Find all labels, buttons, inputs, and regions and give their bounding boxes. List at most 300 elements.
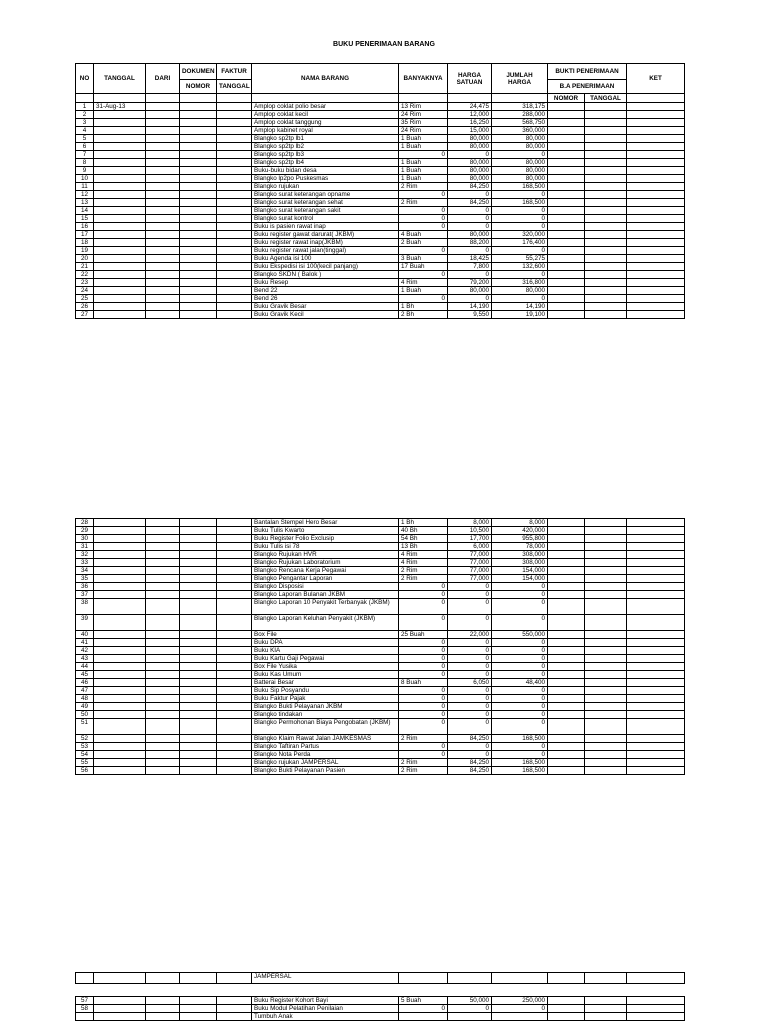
item-bukti-tanggal: [585, 239, 627, 247]
table-row: [76, 239, 685, 247]
item-bukti-nomor: [548, 263, 585, 271]
item-jumlah-harga: [492, 1013, 548, 1021]
item-dok-nomor: [180, 575, 217, 583]
item-banyaknya: 0: [399, 191, 448, 199]
item-dok-nomor: [180, 583, 217, 591]
item-ket: [627, 551, 685, 559]
item-banyaknya: 0: [399, 1005, 448, 1013]
table-row: [76, 519, 685, 527]
table-row: [76, 671, 685, 679]
item-no: 9: [76, 167, 94, 175]
item-no: 17: [76, 231, 94, 239]
item-bukti-nomor: [548, 103, 585, 111]
item-bukti-tanggal: [585, 703, 627, 711]
table-row: [76, 703, 685, 711]
item-no: 38: [76, 599, 94, 615]
item-dok-nomor: [180, 175, 217, 183]
item-bukti-tanggal: [585, 671, 627, 679]
item-dok-nomor: [180, 543, 217, 551]
item-jumlah-harga: 0: [492, 639, 548, 647]
item-banyaknya: 8 Buah: [399, 679, 448, 687]
item-bukti-tanggal: [585, 527, 627, 535]
item-bukti-nomor: [548, 527, 585, 535]
item-tanggal: [94, 303, 146, 311]
item-bukti-nomor: [548, 559, 585, 567]
item-tanggal: [94, 527, 146, 535]
section-label: JAMPERSAL: [252, 973, 399, 984]
item-dok-nomor: [180, 207, 217, 215]
item-dok-tanggal: [217, 1005, 252, 1013]
item-dok-tanggal: [217, 759, 252, 767]
item-ket: [627, 631, 685, 639]
item-dari: [146, 215, 180, 223]
item-tanggal: [94, 1013, 146, 1021]
table-row: [76, 167, 685, 175]
item-dok-nomor: [180, 295, 217, 303]
item-harga-satuan: 16,250: [448, 119, 492, 127]
item-banyaknya: 0: [399, 751, 448, 759]
table-row: [76, 287, 685, 295]
item-bukti-tanggal: [585, 223, 627, 231]
item-ket: [627, 279, 685, 287]
item-dok-nomor: [180, 527, 217, 535]
item-nama-barang: Buku Gravik Kecil: [252, 311, 399, 319]
item-dok-nomor: [180, 719, 217, 735]
item-bukti-nomor: [548, 703, 585, 711]
item-dari: [146, 127, 180, 135]
item-nama-barang: Buku Agenda isi 100: [252, 255, 399, 263]
item-dok-nomor: [180, 767, 217, 775]
table-row: [76, 631, 685, 639]
header-bukti-nomor: NOMOR: [548, 94, 585, 103]
item-jumlah-harga: 80,000: [492, 135, 548, 143]
item-nama-barang: Amplop coklat polio besar: [252, 103, 399, 111]
item-ket: [627, 559, 685, 567]
item-dari: [146, 575, 180, 583]
item-nama-barang: Blangko Laporan 10 Penyakit Terbanyak (JKBM): [252, 599, 399, 615]
item-harga-satuan: 9,550: [448, 311, 492, 319]
item-ket: [627, 575, 685, 583]
item-banyaknya: 1 Buah: [399, 175, 448, 183]
item-banyaknya: 0: [399, 663, 448, 671]
table-row: [76, 231, 685, 239]
item-tanggal: [94, 679, 146, 687]
item-dok-nomor: [180, 1013, 217, 1021]
item-jumlah-harga: 0: [492, 583, 548, 591]
item-dok-tanggal: [217, 127, 252, 135]
item-banyaknya: 1 Bh: [399, 519, 448, 527]
item-dari: [146, 583, 180, 591]
item-no: 15: [76, 215, 94, 223]
item-ket: [627, 191, 685, 199]
item-dok-tanggal: [217, 591, 252, 599]
item-dari: [146, 599, 180, 615]
item-tanggal: [94, 1005, 146, 1013]
item-banyaknya: 0: [399, 151, 448, 159]
item-ket: [627, 519, 685, 527]
item-nama-barang: Blangko Rencana Kerja Pegawai: [252, 567, 399, 575]
table-row: [76, 997, 685, 1005]
item-dari: [146, 143, 180, 151]
item-harga-satuan: 50,000: [448, 997, 492, 1005]
item-bukti-nomor: [548, 615, 585, 631]
item-harga-satuan: 77,000: [448, 551, 492, 559]
item-dok-nomor: [180, 223, 217, 231]
item-nama-barang: Blangko Nota Perda: [252, 751, 399, 759]
item-harga-satuan: 80,000: [448, 167, 492, 175]
item-harga-satuan: 80,000: [448, 135, 492, 143]
item-no: 54: [76, 751, 94, 759]
item-bukti-nomor: [548, 599, 585, 615]
item-ket: [627, 743, 685, 751]
item-tanggal: [94, 599, 146, 615]
table-row: [76, 1013, 685, 1021]
item-dok-tanggal: [217, 231, 252, 239]
item-bukti-nomor: [548, 191, 585, 199]
item-no: 39: [76, 615, 94, 631]
item-tanggal: [94, 647, 146, 655]
item-banyaknya: 24 Rim: [399, 111, 448, 119]
item-bukti-nomor: [548, 535, 585, 543]
item-harga-satuan: 80,000: [448, 159, 492, 167]
item-no: 30: [76, 535, 94, 543]
item-bukti-tanggal: [585, 519, 627, 527]
item-tanggal: [94, 997, 146, 1005]
item-dok-nomor: [180, 271, 217, 279]
item-dok-tanggal: [217, 997, 252, 1005]
item-bukti-nomor: [548, 997, 585, 1005]
item-nama-barang: Blangko Rujukan Laboratorium: [252, 559, 399, 567]
item-banyaknya: 2 Bh: [399, 311, 448, 319]
item-harga-satuan: 0: [448, 743, 492, 751]
item-bukti-nomor: [548, 207, 585, 215]
item-jumlah-harga: 0: [492, 719, 548, 735]
table-row: [76, 175, 685, 183]
item-tanggal: [94, 279, 146, 287]
item-no: 5: [76, 135, 94, 143]
table-row: [76, 679, 685, 687]
item-banyaknya: 0: [399, 599, 448, 615]
table-row: [76, 263, 685, 271]
item-no: 22: [76, 271, 94, 279]
item-bukti-nomor: [548, 295, 585, 303]
item-bukti-tanggal: [585, 303, 627, 311]
item-dari: [146, 207, 180, 215]
table-row: [76, 279, 685, 287]
item-harga-satuan: 79,200: [448, 279, 492, 287]
item-no: 26: [76, 303, 94, 311]
table-row: [76, 583, 685, 591]
item-banyaknya: 0: [399, 647, 448, 655]
item-tanggal: [94, 119, 146, 127]
item-nama-barang: Buku Modul Pelatihan Penilaian: [252, 1005, 399, 1013]
item-ket: [627, 103, 685, 111]
item-dok-nomor: [180, 759, 217, 767]
item-bukti-tanggal: [585, 311, 627, 319]
item-dok-nomor: [180, 183, 217, 191]
item-jumlah-harga: 55,275: [492, 255, 548, 263]
table-row: [76, 527, 685, 535]
item-tanggal: [94, 239, 146, 247]
table-row: [76, 103, 685, 111]
item-tanggal: [94, 183, 146, 191]
table-row: [76, 151, 685, 159]
item-harga-satuan: 0: [448, 599, 492, 615]
item-tanggal: [94, 615, 146, 631]
item-tanggal: [94, 223, 146, 231]
item-dok-nomor: [180, 551, 217, 559]
table-row: [76, 535, 685, 543]
item-bukti-nomor: [548, 759, 585, 767]
table-row: [76, 255, 685, 263]
item-bukti-nomor: [548, 135, 585, 143]
header-dari: DARI: [146, 64, 180, 94]
item-dok-nomor: [180, 239, 217, 247]
item-nama-barang: Bantalan Stempel Hero Besar: [252, 519, 399, 527]
item-harga-satuan: 0: [448, 663, 492, 671]
item-banyaknya: 3 Buah: [399, 255, 448, 263]
item-dok-tanggal: [217, 143, 252, 151]
item-bukti-tanggal: [585, 287, 627, 295]
item-no: 11: [76, 183, 94, 191]
item-dok-nomor: [180, 215, 217, 223]
item-tanggal: [94, 591, 146, 599]
item-no: 6: [76, 143, 94, 151]
item-tanggal: [94, 631, 146, 639]
item-dok-tanggal: [217, 223, 252, 231]
item-banyaknya: 0: [399, 215, 448, 223]
item-tanggal: [94, 751, 146, 759]
item-no: 46: [76, 679, 94, 687]
item-bukti-tanggal: [585, 263, 627, 271]
item-banyaknya: 4 Buah: [399, 231, 448, 239]
item-dok-nomor: [180, 695, 217, 703]
item-bukti-tanggal: [585, 551, 627, 559]
item-ket: [627, 183, 685, 191]
item-tanggal: [94, 215, 146, 223]
item-no: 10: [76, 175, 94, 183]
table-row: [76, 687, 685, 695]
item-bukti-nomor: [548, 543, 585, 551]
item-harga-satuan: 24,475: [448, 103, 492, 111]
table-row: [76, 655, 685, 663]
header-bukti-penerimaan: BUKTI PENERIMAAN: [548, 64, 627, 80]
item-banyaknya: 1 Buah: [399, 159, 448, 167]
item-harga-satuan: 0: [448, 1005, 492, 1013]
item-tanggal: [94, 519, 146, 527]
item-dok-tanggal: [217, 271, 252, 279]
item-dari: [146, 647, 180, 655]
item-nama-barang: Amplop coklat kecil: [252, 111, 399, 119]
item-dok-nomor: [180, 135, 217, 143]
item-bukti-nomor: [548, 751, 585, 759]
item-jumlah-harga: 132,600: [492, 263, 548, 271]
item-no: 32: [76, 551, 94, 559]
item-ket: [627, 663, 685, 671]
table-row: [76, 247, 685, 255]
item-nama-barang: Blangko Disposisi: [252, 583, 399, 591]
item-banyaknya: 2 Rim: [399, 759, 448, 767]
item-no: 35: [76, 575, 94, 583]
item-dok-tanggal: [217, 151, 252, 159]
item-banyaknya: 25 Buah: [399, 631, 448, 639]
item-banyaknya: 2 Buah: [399, 239, 448, 247]
item-bukti-nomor: [548, 647, 585, 655]
item-nama-barang: Blangko rujukan: [252, 183, 399, 191]
table-row: [76, 143, 685, 151]
item-nama-barang: Blangko Bukti Pelayanan JKBM: [252, 703, 399, 711]
item-bukti-nomor: [548, 223, 585, 231]
item-dok-tanggal: [217, 167, 252, 175]
item-harga-satuan: 0: [448, 639, 492, 647]
item-no: 37: [76, 591, 94, 599]
item-bukti-nomor: [548, 215, 585, 223]
item-harga-satuan: 17,700: [448, 535, 492, 543]
item-ket: [627, 231, 685, 239]
item-bukti-tanggal: [585, 591, 627, 599]
item-dok-tanggal: [217, 207, 252, 215]
item-dari: [146, 151, 180, 159]
item-bukti-nomor: [548, 743, 585, 751]
item-banyaknya: 4 Rim: [399, 551, 448, 559]
item-nama-barang: Box File Yusika: [252, 663, 399, 671]
table-row: [76, 311, 685, 319]
item-jumlah-harga: 14,190: [492, 303, 548, 311]
item-ket: [627, 223, 685, 231]
item-dok-nomor: [180, 671, 217, 679]
item-jumlah-harga: 0: [492, 247, 548, 255]
item-bukti-tanggal: [585, 103, 627, 111]
item-tanggal: [94, 687, 146, 695]
item-dari: [146, 743, 180, 751]
table-row: [76, 647, 685, 655]
item-dok-nomor: [180, 711, 217, 719]
item-bukti-tanggal: [585, 767, 627, 775]
item-bukti-tanggal: [585, 255, 627, 263]
item-no: 1: [76, 103, 94, 111]
table-row: [76, 567, 685, 575]
item-jumlah-harga: 0: [492, 711, 548, 719]
item-harga-satuan: 88,200: [448, 239, 492, 247]
item-harga-satuan: 14,190: [448, 303, 492, 311]
item-ket: [627, 135, 685, 143]
item-nama-barang: Batterai Besar: [252, 679, 399, 687]
table-row: [76, 159, 685, 167]
item-no: 49: [76, 703, 94, 711]
item-no: 55: [76, 759, 94, 767]
item-dari: [146, 167, 180, 175]
item-dok-nomor: [180, 111, 217, 119]
item-jumlah-harga: 0: [492, 295, 548, 303]
item-harga-satuan: 80,000: [448, 287, 492, 295]
item-bukti-tanggal: [585, 183, 627, 191]
item-jumlah-harga: 168,500: [492, 735, 548, 743]
item-dok-tanggal: [217, 543, 252, 551]
item-tanggal: [94, 159, 146, 167]
item-ket: [627, 255, 685, 263]
item-banyaknya: 1 Buah: [399, 135, 448, 143]
item-dok-tanggal: [217, 583, 252, 591]
item-nama-barang: Blangko SKDN ( Balok ): [252, 271, 399, 279]
item-bukti-nomor: [548, 671, 585, 679]
item-banyaknya: 0: [399, 687, 448, 695]
item-bukti-tanggal: [585, 159, 627, 167]
item-bukti-nomor: [548, 183, 585, 191]
item-no: [76, 1013, 94, 1021]
item-harga-satuan: 84,250: [448, 735, 492, 743]
item-bukti-nomor: [548, 591, 585, 599]
item-banyaknya: 40 Bh: [399, 527, 448, 535]
table-row: [76, 119, 685, 127]
item-jumlah-harga: 176,400: [492, 239, 548, 247]
item-jumlah-harga: 80,000: [492, 175, 548, 183]
item-no: 21: [76, 263, 94, 271]
item-dok-nomor: [180, 143, 217, 151]
table-row: [76, 303, 685, 311]
item-dok-tanggal: [217, 687, 252, 695]
item-harga-satuan: 77,000: [448, 575, 492, 583]
item-bukti-tanggal: [585, 167, 627, 175]
item-tanggal: [94, 535, 146, 543]
item-banyaknya: 0: [399, 247, 448, 255]
item-jumlah-harga: 316,800: [492, 279, 548, 287]
item-dok-tanggal: [217, 575, 252, 583]
item-bukti-nomor: [548, 287, 585, 295]
item-nama-barang: Bend 22: [252, 287, 399, 295]
item-ket: [627, 143, 685, 151]
item-dari: [146, 695, 180, 703]
item-dok-tanggal: [217, 647, 252, 655]
item-tanggal: [94, 111, 146, 119]
item-dok-tanggal: [217, 247, 252, 255]
item-dok-tanggal: [217, 255, 252, 263]
item-dok-nomor: [180, 263, 217, 271]
item-dok-nomor: [180, 311, 217, 319]
item-dok-nomor: [180, 599, 217, 615]
item-dok-tanggal: [217, 287, 252, 295]
item-bukti-nomor: [548, 711, 585, 719]
item-dari: [146, 671, 180, 679]
item-harga-satuan: 0: [448, 151, 492, 159]
item-harga-satuan: 0: [448, 615, 492, 631]
item-dari: [146, 255, 180, 263]
item-nama-barang: Buku-buku bidan desa: [252, 167, 399, 175]
item-dari: [146, 759, 180, 767]
item-jumlah-harga: 0: [492, 703, 548, 711]
item-dari: [146, 559, 180, 567]
item-bukti-nomor: [548, 583, 585, 591]
table-row: [76, 591, 685, 599]
item-bukti-tanggal: [585, 207, 627, 215]
item-no: 33: [76, 559, 94, 567]
item-ket: [627, 599, 685, 615]
item-bukti-tanggal: [585, 279, 627, 287]
header-nama-barang: NAMA BARANG: [252, 64, 399, 94]
table-row: [76, 719, 685, 735]
receipt-table-jampersal: [75, 972, 685, 984]
header-ket: KET: [627, 64, 685, 94]
item-jumlah-harga: 80,000: [492, 287, 548, 295]
item-tanggal: [94, 199, 146, 207]
item-bukti-nomor: [548, 687, 585, 695]
item-bukti-tanggal: [585, 639, 627, 647]
header-dokumen: DOKUMEN: [180, 64, 217, 80]
item-jumlah-harga: 360,000: [492, 127, 548, 135]
item-banyaknya: 2 Rim: [399, 767, 448, 775]
item-jumlah-harga: 0: [492, 215, 548, 223]
item-bukti-tanggal: [585, 1005, 627, 1013]
item-tanggal: [94, 575, 146, 583]
